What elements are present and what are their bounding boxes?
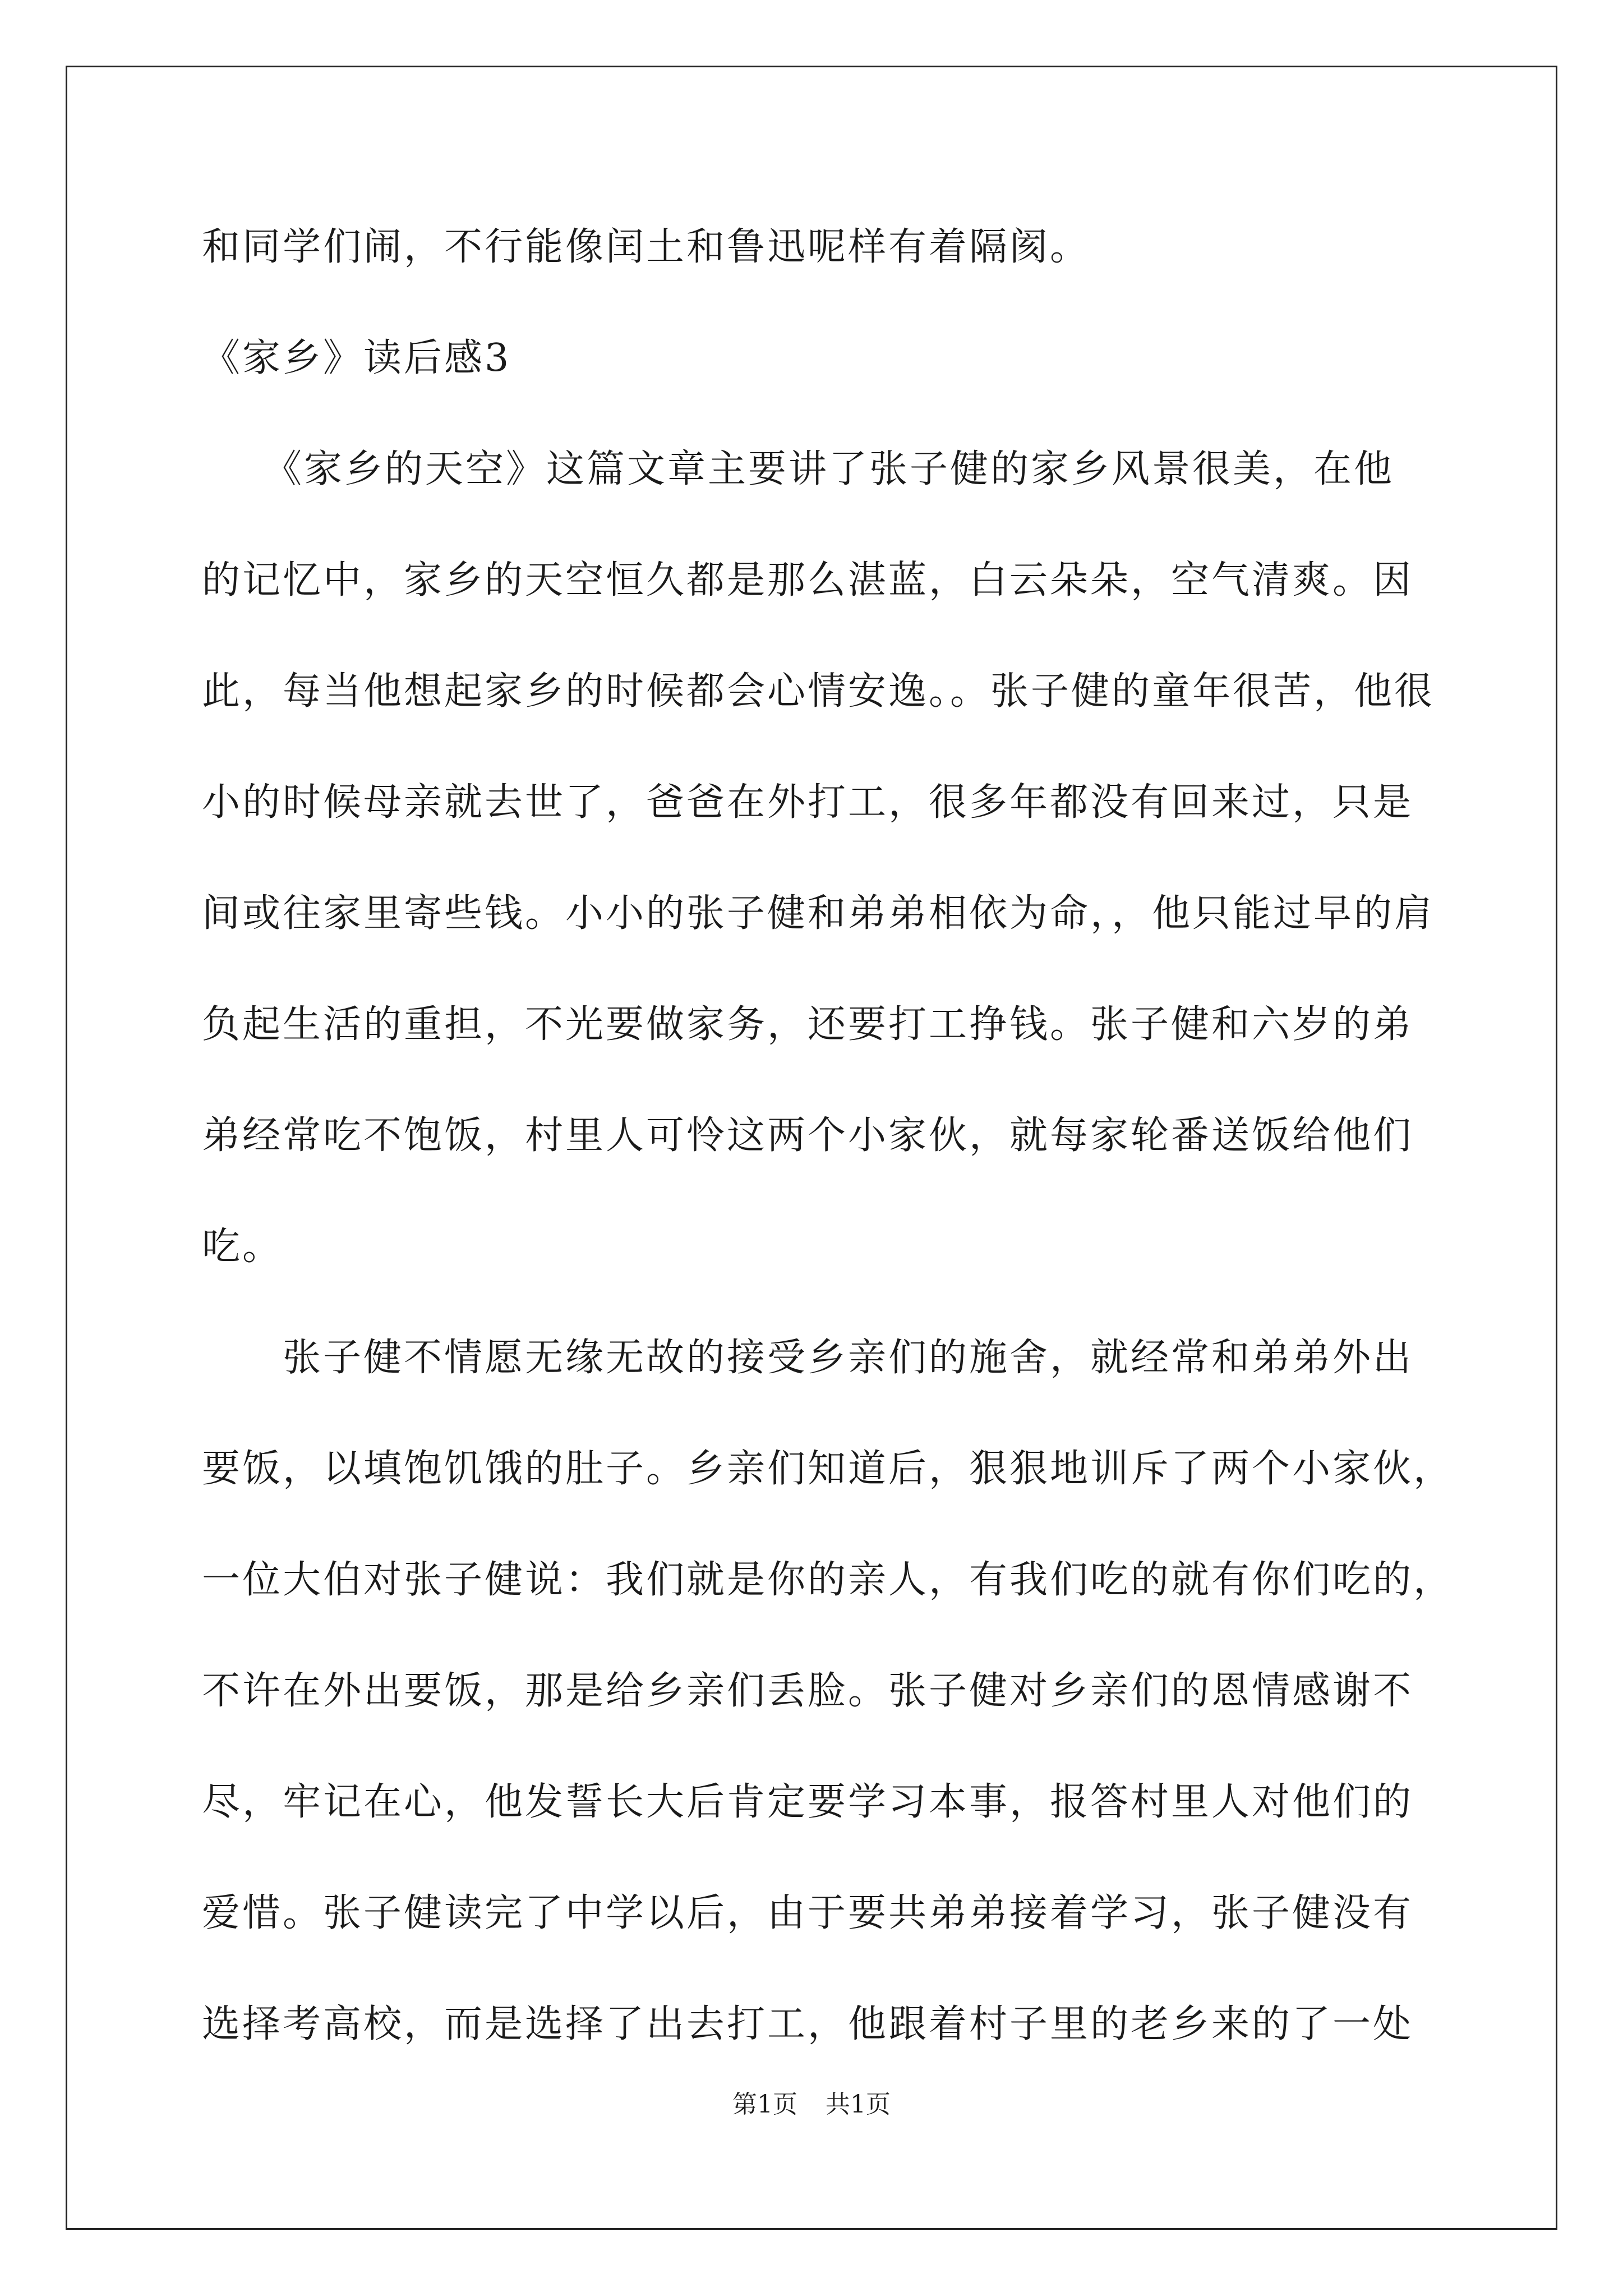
text-line: 爱惜。张子健读完了中学以后，由于要共弟弟接着学习，张子健没有 [202,1891,1414,1935]
page-number: 第1页 [732,2090,797,2119]
section-heading: 《家乡》读后感3 [202,336,511,380]
text-line: 一位大伯对张子健说：我们就是你的亲人，有我们吃的就有你们吃的， [202,1558,1454,1602]
text-line: 此，每当他想起家乡的时候都会心情安逸。。张子健的童年很苦，他很 [202,669,1435,714]
text-line: 小的时候母亲就去世了，爸爸在外打工，很多年都没有回来过，只是 [202,780,1414,825]
page-total: 共1页 [826,2090,891,2119]
text-line: 吃。 [202,1225,283,1269]
text-line: 的记忆中，家乡的天空恒久都是那么湛蓝，白云朵朵，空气清爽。因 [202,558,1414,602]
text-line: 和同学们闹，不行能像闰土和鲁迅呢样有着隔阂。 [202,225,1091,269]
document-body [202,219,1454,2108]
text-line: 负起生活的重担，不光要做家务，还要打工挣钱。张子健和六岁的弟 [202,1002,1414,1047]
page-footer [0,2088,1623,2122]
text-line: 要饭，以填饱饥饿的肚子。乡亲们知道后，狠狠地训斥了两个小家伙， [202,1447,1454,1491]
text-line: 尽，牢记在心，他发誓长大后肯定要学习本事，报答村里人对他们的 [202,1780,1414,1824]
text-line: 间或往家里寄些钱。小小的张子健和弟弟相依为命，，他只能过早的肩 [202,891,1435,936]
text-line: 弟经常吃不饱饭，村里人可怜这两个小家伙，就每家轮番送饭给他们 [202,1114,1414,1158]
text-line: 选择考高校，而是选择了出去打工，他跟着村子里的老乡来的了一处 [202,2002,1414,2046]
text-line: 不许在外出要饭，那是给乡亲们丢脸。张子健对乡亲们的恩情感谢不 [202,1669,1414,1713]
text-line: 《家乡的天空》这篇文章主要讲了张子健的家乡风景很美，在他 [202,447,1395,491]
text-line: 张子健不情愿无缘无故的接受乡亲们的施舍，就经常和弟弟外出 [202,1336,1414,1380]
